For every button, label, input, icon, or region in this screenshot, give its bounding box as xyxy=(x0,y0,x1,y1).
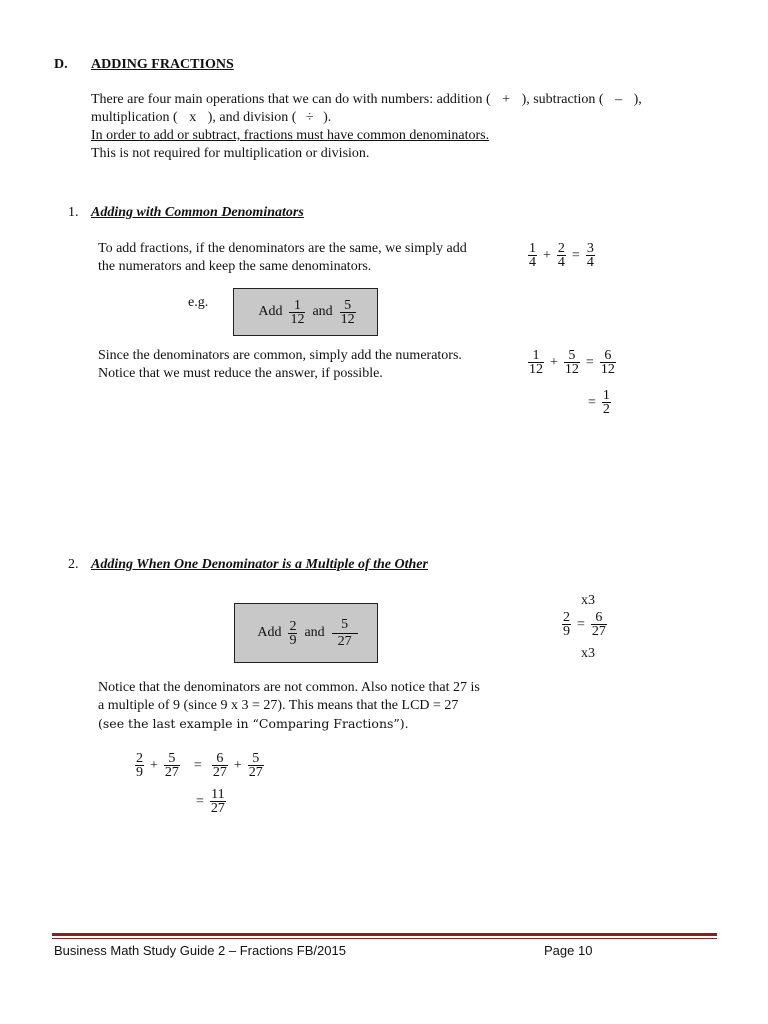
denominator: 4 xyxy=(557,255,565,270)
numerator: 5 xyxy=(168,751,176,766)
equals-symbol: = xyxy=(196,793,204,809)
intro-line-1 xyxy=(91,91,642,109)
numerator: 1 xyxy=(293,297,301,313)
intro-text: There are four main operations that we can do with numbers: addition ( xyxy=(91,92,491,107)
plus-symbol: + xyxy=(550,354,558,370)
denominator: 9 xyxy=(563,624,570,639)
denominator: 9 xyxy=(136,765,143,780)
plus-symbol: + xyxy=(150,757,158,773)
denominator: 12 xyxy=(340,311,355,327)
fraction xyxy=(212,752,228,779)
numerator: 6 xyxy=(595,610,603,625)
intro-rule: In order to add or subtract, fractions must have common denominators. xyxy=(91,128,490,143)
footer-rule xyxy=(52,933,717,936)
part2-para-line1: Notice that the denominators are not common. Also notice that 27 is xyxy=(98,680,480,695)
part2-number: 2. xyxy=(68,557,79,572)
divide-symbol: ÷ xyxy=(305,110,314,125)
numerator: 2 xyxy=(563,610,570,625)
denominator: 12 xyxy=(290,311,305,327)
intro-text: multiplication ( xyxy=(91,110,178,125)
and-label: and xyxy=(312,304,333,319)
equals-symbol: = xyxy=(193,757,202,773)
fraction xyxy=(288,620,297,647)
part1-number: 1. xyxy=(68,205,79,220)
denominator: 27 xyxy=(248,765,263,780)
part1-para2-line2: Notice that we must reduce the answer, if possible. xyxy=(98,366,383,381)
part1-equation-2 xyxy=(526,349,618,376)
example-box-2 xyxy=(234,603,378,663)
example-label: e.g. xyxy=(188,295,209,310)
fraction xyxy=(164,752,180,779)
section-title: ADDING FRACTIONS xyxy=(91,57,234,72)
fraction xyxy=(602,389,611,416)
denominator: 27 xyxy=(212,765,227,780)
numerator: 2 xyxy=(557,241,565,256)
numerator: 5 xyxy=(568,348,576,363)
fraction xyxy=(562,611,571,638)
example-box-1 xyxy=(233,288,378,336)
fraction xyxy=(340,299,356,326)
plus-symbol: + xyxy=(233,757,242,773)
add-label: Add xyxy=(258,304,283,319)
numerator: 1 xyxy=(532,348,540,363)
times-symbol: x xyxy=(189,110,197,125)
add-label: Add xyxy=(257,625,282,640)
denominator: 12 xyxy=(564,362,579,377)
part2-equation-result xyxy=(192,788,228,815)
part1-para1-line1: To add fractions, if the denominators are the same, we simply add xyxy=(98,241,467,256)
numerator: 6 xyxy=(216,751,224,766)
plus-symbol: + xyxy=(502,92,511,107)
footer-title: Business Math Study Guide 2 – Fractions FB/2015 xyxy=(54,943,346,958)
fraction xyxy=(557,242,566,269)
denominator: 27 xyxy=(591,624,606,639)
part1-equation-1 xyxy=(526,242,597,269)
denominator: 27 xyxy=(210,801,225,816)
minus-symbol: – xyxy=(615,92,623,107)
numerator: 6 xyxy=(604,348,612,363)
footer-rule-thin xyxy=(52,938,717,939)
part2-equation xyxy=(133,752,266,779)
fraction xyxy=(564,349,580,376)
intro-text: ). xyxy=(323,110,332,125)
part2-para-line3: (see the last example in “Comparing Fractions”). xyxy=(98,716,409,731)
fraction xyxy=(591,611,607,638)
numerator: 2 xyxy=(289,618,297,634)
denominator: 2 xyxy=(602,402,610,417)
intro-text: ), xyxy=(633,92,642,107)
equals-symbol: = xyxy=(571,247,580,263)
numerator: 5 xyxy=(341,616,349,632)
denominator: 4 xyxy=(586,255,594,270)
fraction xyxy=(289,299,305,326)
equals-symbol: = xyxy=(588,394,596,410)
denominator: 12 xyxy=(600,362,615,377)
multiplier-top: x3 xyxy=(581,593,595,608)
intro-text: ), subtraction ( xyxy=(521,92,604,107)
numerator: 3 xyxy=(586,241,594,256)
numerator: 5 xyxy=(252,751,260,766)
fraction xyxy=(332,617,358,650)
numerator: 1 xyxy=(602,388,610,403)
fraction xyxy=(528,349,544,376)
numerator: 11 xyxy=(211,787,225,802)
multiplier-bottom: x3 xyxy=(581,646,595,661)
fraction xyxy=(586,242,595,269)
fraction xyxy=(135,752,144,779)
equals-symbol: = xyxy=(577,616,585,632)
plus-symbol: + xyxy=(543,247,551,263)
intro-line-2 xyxy=(91,109,331,127)
denominator: 12 xyxy=(529,362,543,377)
part1-equation-2-reduced xyxy=(584,389,613,416)
and-label: and xyxy=(304,625,325,640)
denominator: 27 xyxy=(164,765,179,780)
section-letter: D. xyxy=(54,57,68,72)
part2-para-line2: a multiple of 9 (since 9 x 3 = 27). This means that the LCD = 27 xyxy=(98,698,459,713)
page-number: Page 10 xyxy=(544,943,593,958)
denominator: 4 xyxy=(529,255,536,270)
part1-heading: Adding with Common Denominators xyxy=(91,205,304,220)
part1-para1-line2: the numerators and keep the same denominators. xyxy=(98,259,372,274)
intro-note: This is not required for multiplication or division. xyxy=(91,146,370,161)
numerator: 5 xyxy=(344,297,352,313)
denominator: 9 xyxy=(289,632,297,648)
fraction xyxy=(248,752,264,779)
part2-heading: Adding When One Denominator is a Multiple of the Other xyxy=(91,557,428,572)
denominator: 27 xyxy=(332,633,358,650)
numerator: 2 xyxy=(136,751,143,766)
fraction xyxy=(600,349,616,376)
numerator: 1 xyxy=(529,241,536,256)
part1-para2-line1: Since the denominators are common, simply add the numerators. xyxy=(98,348,462,363)
part2-equivalent-fraction xyxy=(560,611,609,638)
equals-symbol: = xyxy=(585,354,594,370)
fraction xyxy=(528,242,537,269)
fraction xyxy=(210,788,226,815)
intro-text: ), and division ( xyxy=(207,110,297,125)
